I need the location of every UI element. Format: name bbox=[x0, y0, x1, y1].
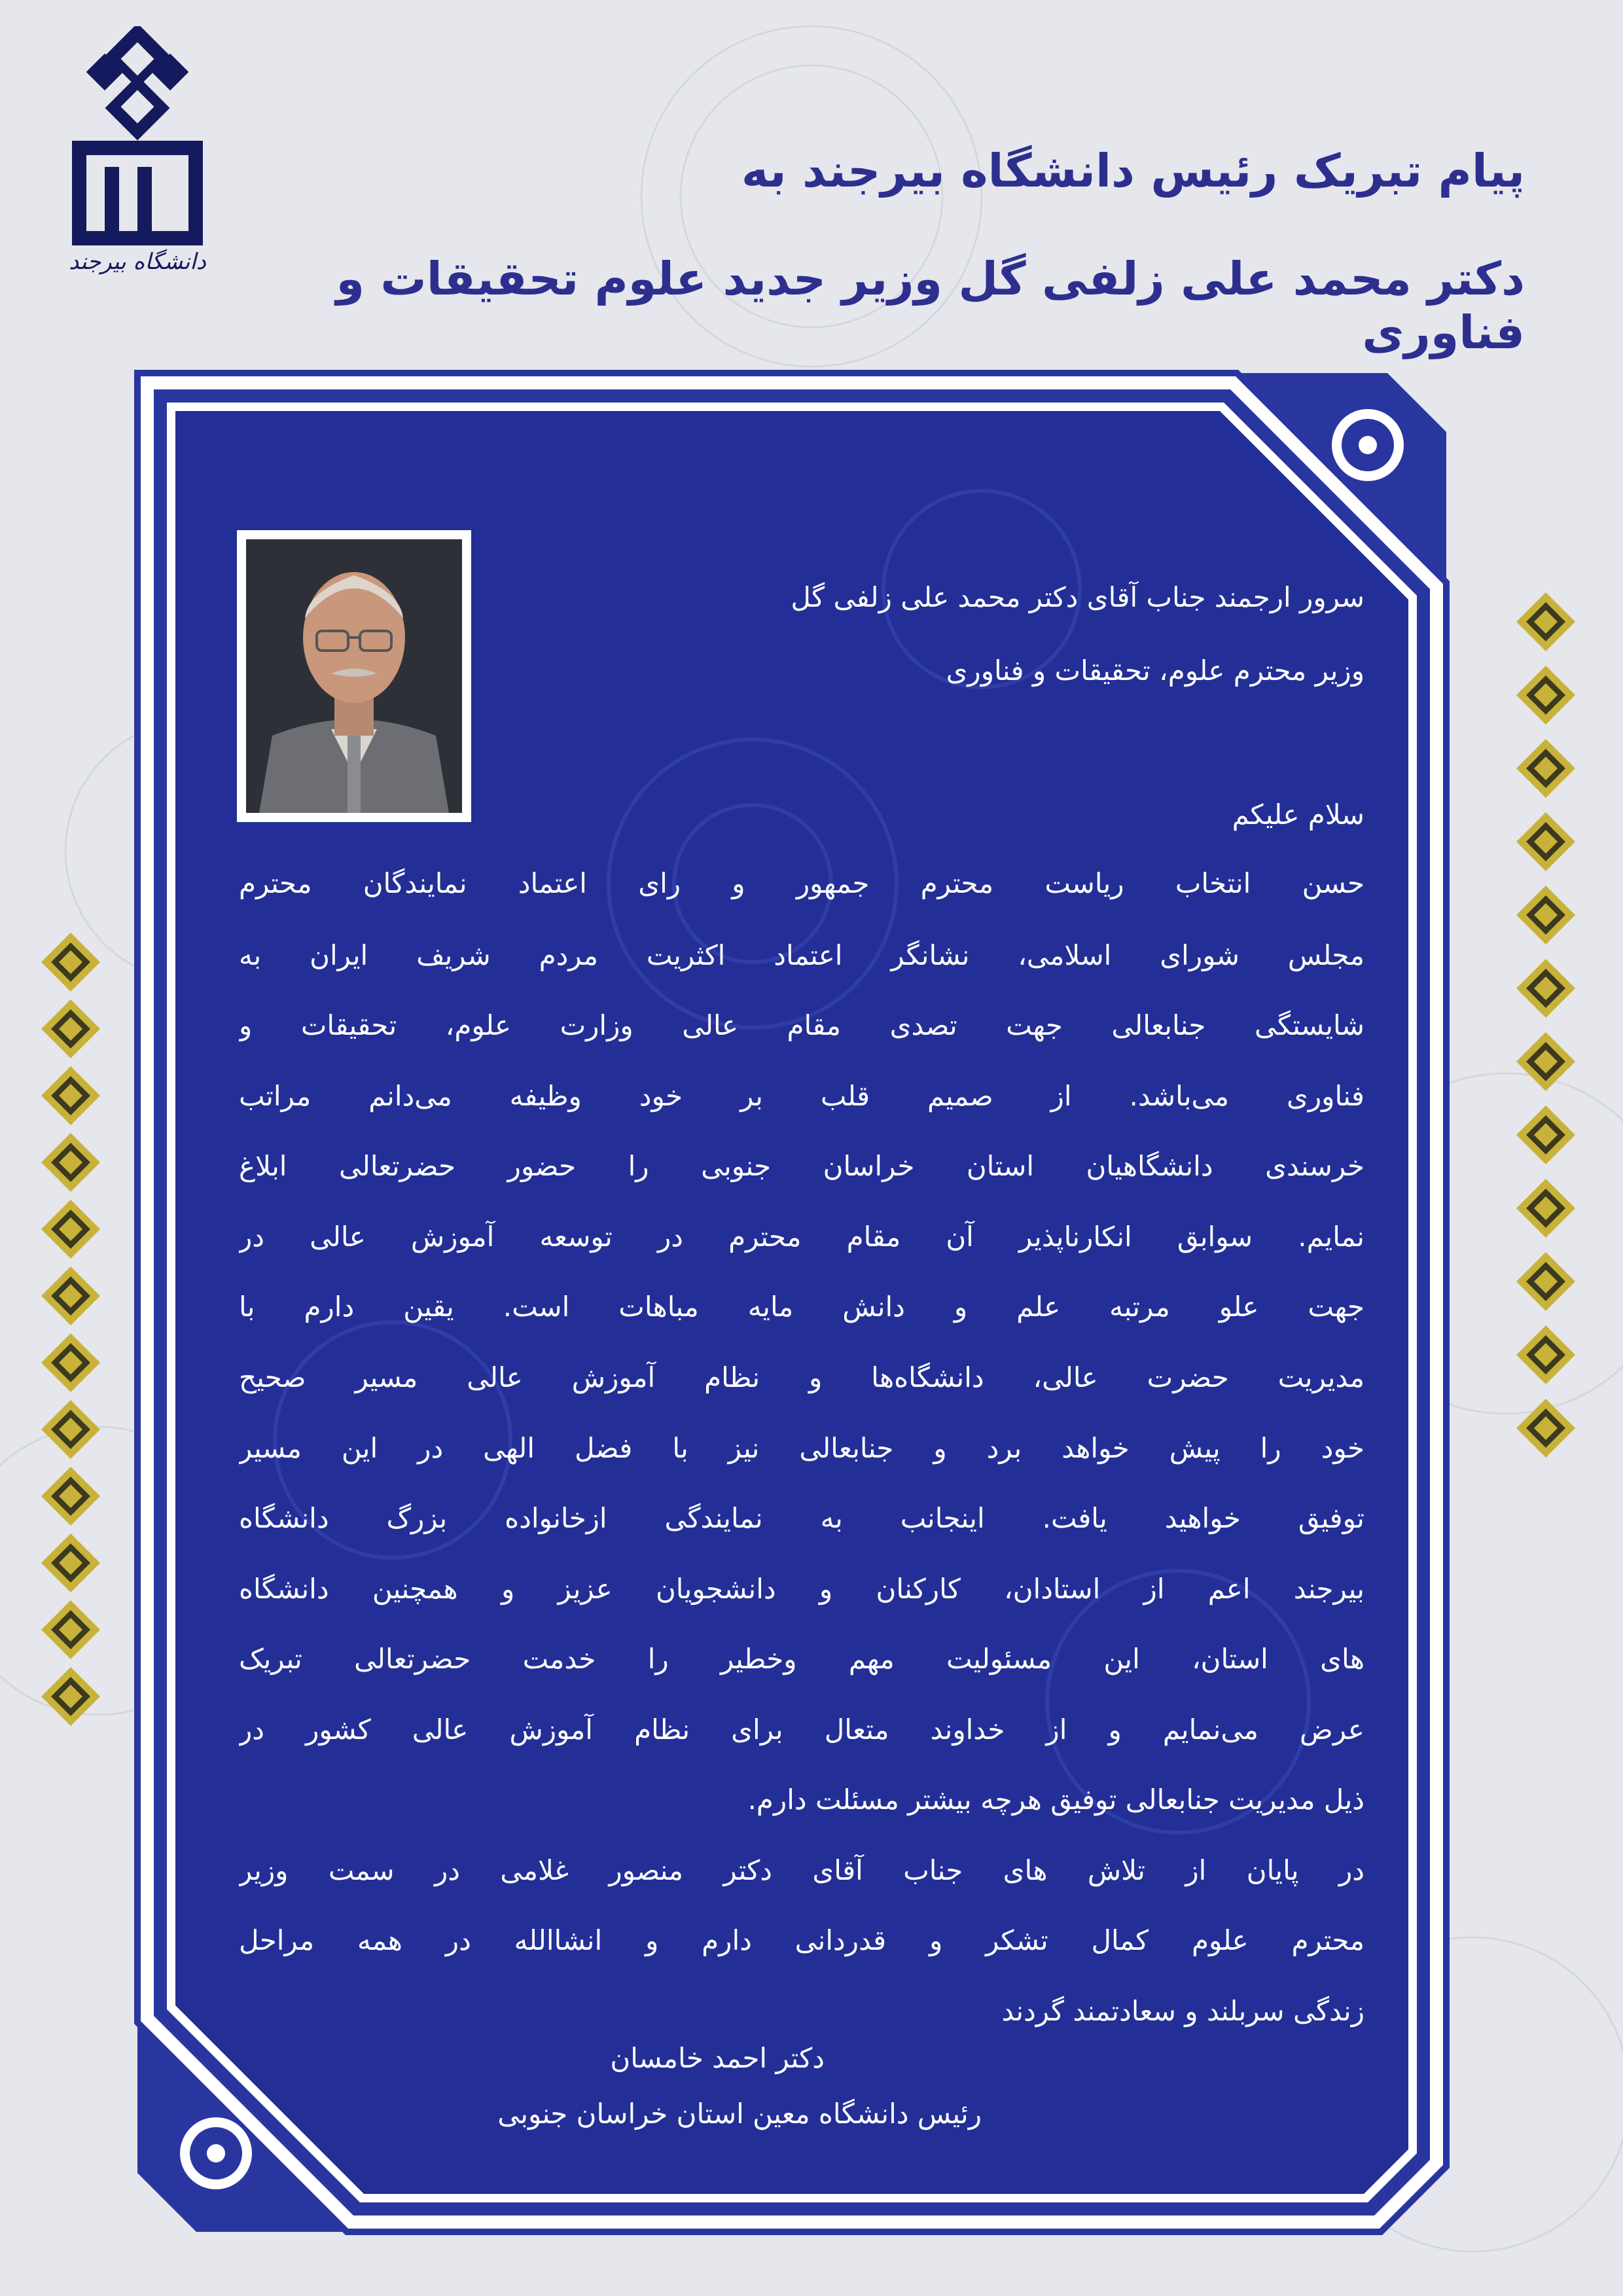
gold-diamond-icon bbox=[1516, 812, 1575, 871]
gold-diamond-icon bbox=[41, 1667, 100, 1726]
gold-diamond-icon bbox=[41, 1200, 100, 1259]
letter-line: زندگی سربلند و سعادتمند گردند bbox=[1001, 1995, 1364, 2027]
gold-diamond-icon bbox=[1516, 1252, 1575, 1311]
gold-diamond-icon bbox=[1516, 1105, 1575, 1164]
gold-diamond-icon bbox=[1516, 1032, 1575, 1091]
gold-diamond-icon bbox=[1516, 1325, 1575, 1384]
gold-diamond-icon bbox=[41, 999, 100, 1058]
salutation-line-1: سرور ارجمند جناب آقای دکتر محمد علی زلفی گل bbox=[791, 581, 1364, 613]
gold-diamond-icon bbox=[41, 1467, 100, 1526]
gold-diamond-icon bbox=[1516, 886, 1575, 944]
logo-caption: دانشگاه بیرجند bbox=[69, 249, 206, 275]
gold-diamond-icon bbox=[1516, 959, 1575, 1018]
greeting: سلام علیکم bbox=[1232, 798, 1364, 831]
letter-line: خود را پیش خواهد برد و جنابعالی نیز با فضل الهی در این مسیر bbox=[239, 1432, 1364, 1464]
gold-diamond-icon bbox=[41, 1066, 100, 1125]
title-line-2: دکتر محمد علی زلفی گل وزیر جدید علوم تحقیقات و فناوری bbox=[336, 252, 1525, 359]
letter-line: در پایان از تلاش های جناب آقای دکتر منصور غلامی در سمت وزیر bbox=[239, 1854, 1364, 1886]
gold-diamond-icon bbox=[1516, 1179, 1575, 1238]
letter-line: مجلس شورای اسلامی، نشانگر اعتماد اکثریت مردم شریف ایران به bbox=[239, 939, 1364, 971]
letter-line: مدیریت حضرت عالی، دانشگاه‌ها و نظام آموزش عالی مسیر صحیح bbox=[239, 1361, 1364, 1393]
letter-line: توفیق خواهید یافت. اینجانب به نمایندگی ازخانواده بزرگ دانشگاه bbox=[239, 1502, 1364, 1534]
gold-diamond-icon bbox=[1516, 666, 1575, 725]
gold-diamond-icon bbox=[41, 933, 100, 992]
letter-line: محترم علوم کمال تشکر و قدردانی دارم و انشاالله در همه مراحل bbox=[239, 1924, 1364, 1956]
letter-line: جهت علو مرتبه علم و دانش مایه مباهات است. یقین دارم با bbox=[239, 1291, 1364, 1323]
letter-line: خرسندی دانشگاهیان استان خراسان جنوبی را حضور حضرتعالی ابلاغ bbox=[239, 1150, 1364, 1182]
letter-line: های استان، این مسئولیت مهم وخطیر را خدمت حضرتعالی تبریک bbox=[239, 1643, 1364, 1675]
gold-diamond-icon bbox=[41, 1534, 100, 1592]
signature-title: رئیس دانشگاه معین استان خراسان جنوبی bbox=[497, 2098, 982, 2130]
salutation-line-2: وزیر محترم علوم، تحقیقات و فناوری bbox=[946, 655, 1364, 687]
gold-diamond-icon bbox=[1516, 592, 1575, 651]
gold-diamond-icon bbox=[41, 1333, 100, 1392]
letter-line: حسن انتخاب ریاست محترم جمهور و رای اعتماد نمایندگان محترم bbox=[239, 867, 1364, 899]
gold-diamond-icon bbox=[41, 1266, 100, 1325]
letter-line: ذیل مدیریت جنابعالی توفیق هرچه بیشتر مسئلت دارم. bbox=[747, 1784, 1364, 1816]
letter-line: نمایم. سوابق انکارناپذیر آن مقام محترم در توسعه آموزش عالی در bbox=[239, 1221, 1364, 1253]
diamond-column-left bbox=[31, 929, 110, 1780]
title-line-1: پیام تبریک رئیس دانشگاه بیرجند به bbox=[741, 144, 1525, 198]
letter-line: فناوری می‌باشد. از صمیم قلب بر خود وظیفه می‌دانم مراتب bbox=[239, 1080, 1364, 1112]
letter-body bbox=[239, 0, 1364, 2296]
gold-diamond-icon bbox=[1516, 739, 1575, 798]
gold-diamond-icon bbox=[41, 1600, 100, 1659]
gold-diamond-icon bbox=[41, 1400, 100, 1459]
letter-line: بیرجند اعم از استادان، کارکنان و دانشجویان عزیز و همچنین دانشگاه bbox=[239, 1573, 1364, 1605]
signature-name: دکتر احمد خامسان bbox=[610, 2042, 825, 2074]
letter-line: عرض می‌نمایم و از خداوند متعال برای نظام آموزش عالی کشور در bbox=[239, 1713, 1364, 1746]
letter-line: شایستگی جنابعالی جهت تصدی مقام عالی وزارت علوم، تحقیقات و bbox=[239, 1009, 1364, 1041]
gold-diamond-icon bbox=[1516, 1399, 1575, 1458]
gold-diamond-icon bbox=[41, 1133, 100, 1192]
diamond-column-right bbox=[1507, 589, 1585, 1505]
